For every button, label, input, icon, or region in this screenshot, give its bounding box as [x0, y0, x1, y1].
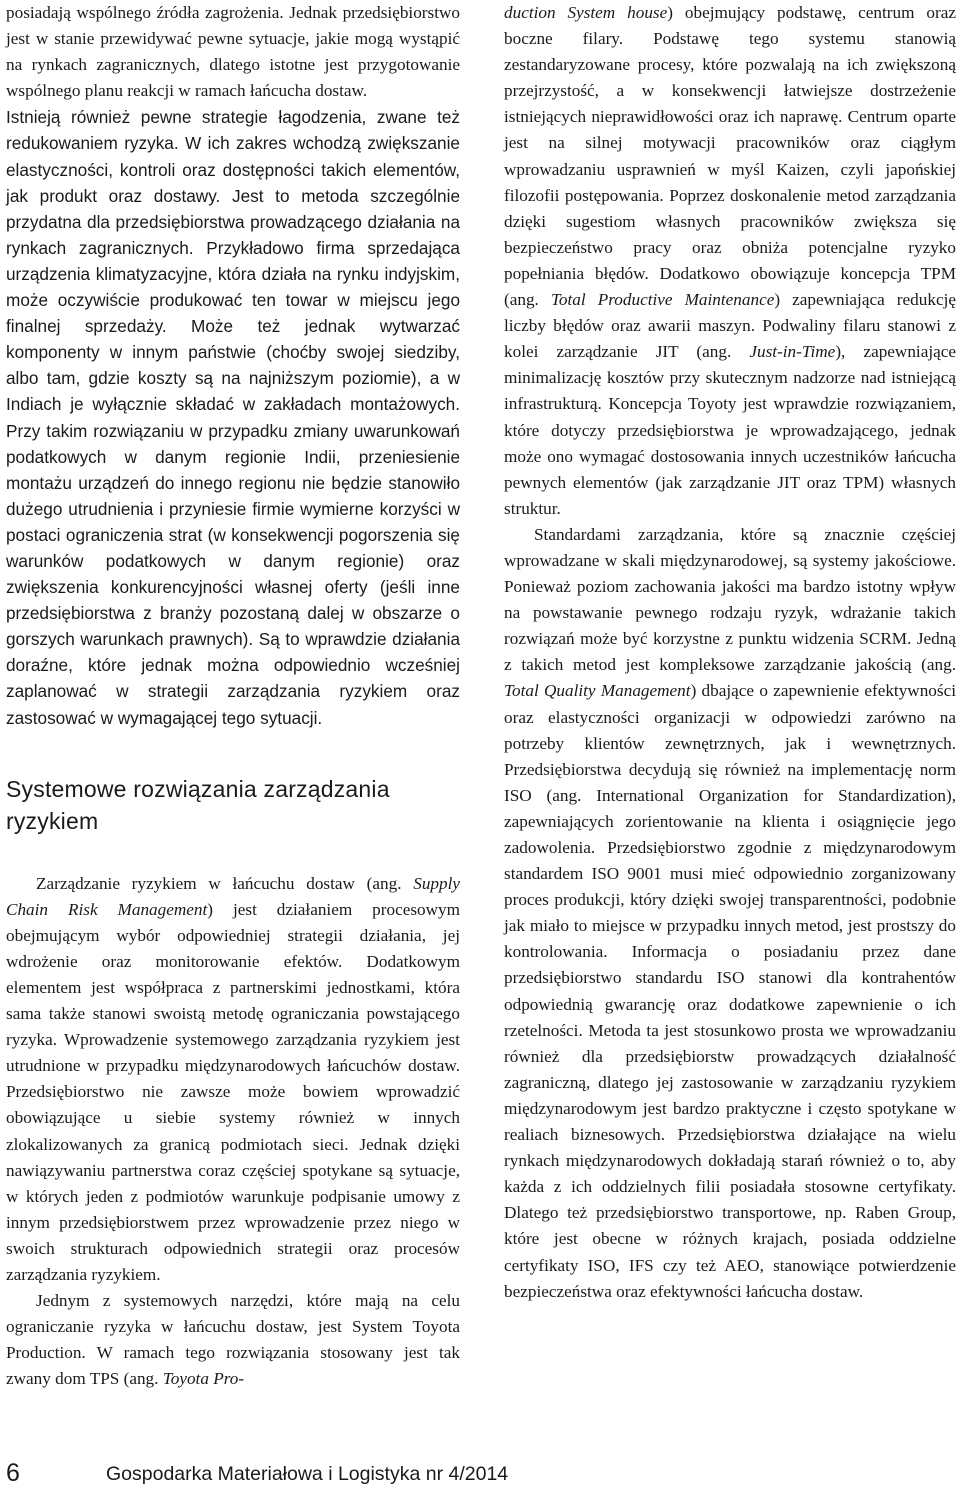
section-heading: Systemowe rozwiązania zarządzania ryzykiem: [6, 775, 390, 834]
paragraph: posiadają wspólnego źródła zagrożenia. Jednak przedsiębiorstwo jest w stanie przewidywać pewne sytuacje, jakie mogą wystąpić na rynkach zagranicznych, dlatego istotne jest przygotowanie wspólnego planu reakcji w ramach łańcucha dostaw.: [6, 3, 460, 101]
journal-title: Gospodarka Materiałowa i Logistyka nr 4/2014: [106, 1463, 509, 1485]
italic-term: Supply Chain Risk Management: [6, 873, 460, 919]
right-column: [504, 0, 956, 1305]
text-run: ) jest działaniem procesowym obejmującym wybór odpowiedniej strategii działania, jej wdrożenie oraz monitorowanie efektów. Dodatkowym elementem jest współpraca z partnerskimi jednostkami, która sama także stanowi swoistą metodę ograniczania powstającego ryzyka. Wprowadzenie systemowego zarządzania ryzykiem jest utrudnione w przypadku międzynarodowych łańcuchów dostaw. Przedsiębiorstwo nie zawsze może bowiem wprowadzić obowiązujące u siebie systemy również w innych zlokalizowanych za granicą podmiotach sieci. Jednak dzięki nawiązywaniu partnerstwa coraz częściej spotykane są sytuacje, w których jeden z podmiotów warunkuje podpisanie umowy z innym przedsiębiorstwem przez wprowadzenie przez niego w swoich strukturach odpowiednich strategii oraz procesów zarządzania ryzykiem.: [6, 899, 460, 1285]
text-run: ) dbające o zapewnienie efektywności oraz elastyczności organizacji w odpowiedzi zarówno na potrzeby klientów zewnętrznych, jak i wewnętrznych. Przedsiębiorstwa decydują się również na implementację norm ISO (ang. International Organization for Standardization), zapewniających zorientowanie na klienta i osiągnięcie jego zadowolenia. Przedsiębiorstwo zgodnie z międzynarodowym standardem ISO 9001 musi mieć odpowiednio zorganizowany proces produkcji, który dzięki swojej transparentności, podobnie jak miało to miejsce w przypadku innych metod, jest prostszy do kontrolowania. Informacja o posiadaniu przez dane przedsiębiorstwo standardu ISO stanowi dla kontrahentów odpowiednią gwarancję oraz dodatkowe zapewnienie o ich rzetelności. Metoda ta jest stosunkowo prosta we wprowadzaniu również dla przedsiębiorstw prowadzących działalność zagraniczną, dlatego jej zastosowanie w zarządzaniu ryzykiem międzynarodowym jest bardzo praktyczne i często spotykane w realiach biznesowych. Przedsiębiorstwa działające na wielu rynkach międzynarodowych dokładają starań również o to, aby każda z ich oddzielnych filii posiadała stosowne certyfikaty. Dlatego też przedsiębiorstwo transportowe, np. Raben Group, które jest obecne w różnych krajach, posiada oddzielne certyfikaty ISO, IFS czy też AEO, stanowiące potwierdzenie bezpieczeństwa oraz efektywności łańcucha dostaw.: [504, 681, 956, 1301]
page-number: 6: [6, 1459, 20, 1487]
italic-term: Total Quality Management: [504, 681, 691, 701]
left-column: [6, 0, 460, 1393]
page-footer: [6, 1458, 906, 1488]
paragraph: [6, 871, 460, 1289]
paragraph: [504, 522, 956, 1305]
text-run: ), zapewniające minimalizację kosztów przy skutecznym nadzorze nad istniejącą infrastrukturą. Koncepcja Toyoty jest wprawdzie rozwiązaniem, które dotyczy przedsiębiorstwa je wprowadzającego, jednak może ono wymagać dostosowania innych uczestników łańcucha pewnych elementów (jak zarządzanie JIT oraz TPM) własnych struktur.: [504, 342, 957, 518]
italic-term: duction System house: [504, 3, 668, 22]
text-run: ) zapewniająca redukcję liczby błędów oraz awarii maszyn. Podwaliny filaru stanowi z kolei zarządzanie JIT (ang.: [504, 290, 956, 362]
text-run: Standardami zarządzania, które są znacznie częściej wprowadzane w skali międzynarodowej, są systemy jakościowe. Ponieważ poziom zachowania jakości ma bardzo istotny wpływ na powstawanie pewnego rodzaju ryzyk, wdrażanie takich rozwiązań może być korzystne z punktu widzenia SCRM. Jedną z takich metod jest kompleksowe zarządzanie jakością (ang.: [504, 524, 956, 675]
paragraph: [6, 1288, 460, 1392]
italic-term: Total Productive Maintenance: [550, 290, 775, 310]
paragraph: [504, 0, 956, 522]
italic-term: Toyota Pro-: [162, 1369, 245, 1389]
italic-term: Just-in-Time: [749, 342, 836, 362]
text-run: ) obejmujący podstawę, centrum oraz boczne filary. Podstawę tego systemu stanowią zestandaryzowane procesy, które pozwalają na ich zwiększoną przejrzystość, a w konsekwencji łatwiejsze dostrzeżenie istniejących nieprawidłowości oraz ich naprawę. Centrum oparte jest na silnej motywacji pracowników oraz ciągłym wprowadzaniu usprawnień w myśl Kaizen, czyli japońskiej filozofii postępowania. Poprzez doskonalenie metod zarządzania dzięki sugestiom własnych pracowników zwiększa się bezpieczeństwo pracy oraz obniża potencjalne ryzyko popełniania błędów. Dodatkowo obowiązuje koncepcja TPM (ang.: [504, 3, 956, 310]
text-run: Jednym z systemowych narzędzi, które mają na celu ograniczanie ryzyka w łańcuchu dostaw, jest System Toyota Production. W ramach tego rozwiązania stosowany jest tak zwany dom TPS (ang.: [6, 1291, 460, 1389]
paragraph: Istnieją również pewne strategie łagodzenia, zwane też redukowaniem ryzyka. W ich zakres wchodzą zwiększanie elastyczności, kontroli oraz dostępności takich elementów, jak produkt oraz dostawy. Jest to metoda szczególnie przydatna dla przedsiębiorstwa prowadzącego działania na rynkach zagranicznych. Przykładowo firma sprzedająca urządzenia klimatyzacyjne, która działa na rynku indyjskim, może oczywiście produkować ten towar w miejscu jego finalnej sprzedaży. Może też jednak wytwarzać komponenty w innym państwie (choćby swojej siedziby, albo tam, gdzie koszty są na najniższym poziomie), a w Indiach je wyłącznie składać w zakładach montażowych. Przy takim rozwiązaniu w przypadku zmiany uwarunkowań podatkowych w danym regionie Indii, przeniesienie montażu urządzeń do innego regionu nie będzie stanowiło dużego utrudnienia i przyniesie firmie wymierne korzyści w postaci ograniczenia strat (w konsekwencji pogorszenia się warunków podatkowych w danym regionie) oraz zwiększenia konkurencyjności własnej oferty (jeśli inne przedsiębiorstwa z branży pozostaną dalej w obszarze o gorszych warunkach prawnych). Są to wprawdzie działania doraźne, które jednak można odpowiednio wcześniej zaplanować w strategii zarządzania ryzykiem oraz zastosować w wymagającej tego sytuacji.: [6, 107, 460, 728]
text-run: Zarządzanie ryzykiem w łańcuchu dostaw (ang.: [36, 873, 414, 893]
